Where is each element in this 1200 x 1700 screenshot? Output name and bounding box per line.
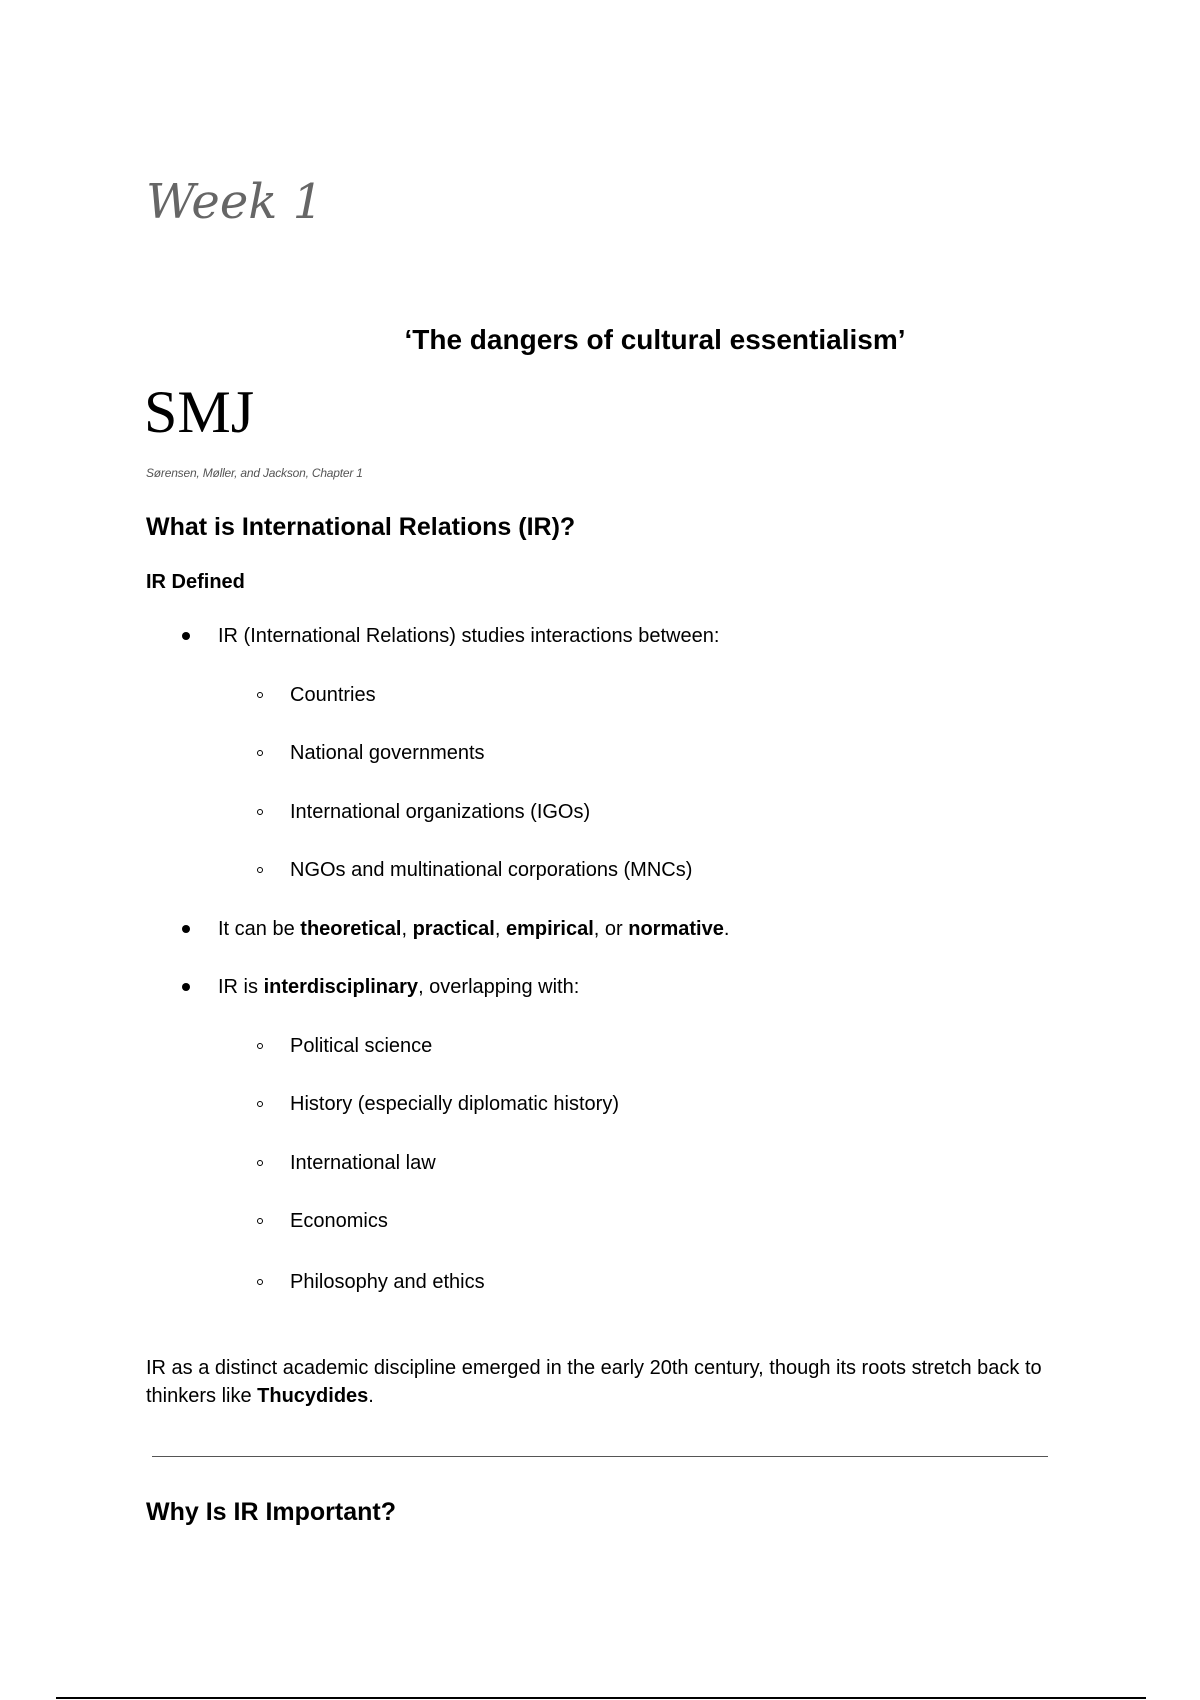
hollow-bullet-icon [257,1160,263,1166]
section-heading-why-ir-important: Why Is IR Important? [146,1498,396,1526]
hollow-bullet-icon [257,1218,263,1224]
sub-list-item-text: Political science [290,1035,433,1057]
byline: Sørensen, Møller, and Jackson, Chapter 1 [146,466,363,480]
hollow-bullet-icon [257,1101,263,1107]
list-item-text: IR is interdisciplinary, overlapping with: [218,976,580,998]
hollow-bullet-icon [257,867,263,873]
bullet-icon [182,925,190,933]
sub-list-item-text: National governments [290,742,485,764]
hollow-bullet-icon [257,750,263,756]
section-heading-what-is-ir: What is International Relations (IR)? [146,513,576,541]
sub-list-item-text: International organizations (IGOs) [290,801,591,823]
week-title: Week 1 [146,174,324,230]
subheading-ir-defined: IR Defined [146,571,245,593]
sub-list-item-text: Countries [290,684,376,706]
list-item-text: It can be theoretical, practical, empirical, or normative. [218,918,730,940]
hollow-bullet-icon [257,1043,263,1049]
horizontal-divider [152,1456,1048,1457]
sub-list-item-text: NGOs and multinational corporations (MNCs) [290,859,693,881]
hollow-bullet-icon [257,809,263,815]
sub-list-item-text: International law [290,1152,436,1174]
sub-list-item-text: History (especially diplomatic history) [290,1093,619,1115]
hollow-bullet-icon [257,1279,263,1285]
bullet-icon [182,632,190,640]
sub-list-item-text: Philosophy and ethics [290,1271,485,1293]
hollow-bullet-icon [257,692,263,698]
bullet-icon [182,983,190,991]
list-item-text: IR (International Relations) studies interactions between: [218,625,720,647]
sub-list-item-text: Economics [290,1210,388,1232]
paragraph: IR as a distinct academic discipline emerged in the early 20th century, though its roots stretch back to thinkers like Thucydides. [146,1357,1042,1407]
page-bottom-divider [56,1697,1146,1699]
quote-title: ‘The dangers of cultural essentialism’ [404,324,906,355]
course-code: SMJ [144,379,255,445]
